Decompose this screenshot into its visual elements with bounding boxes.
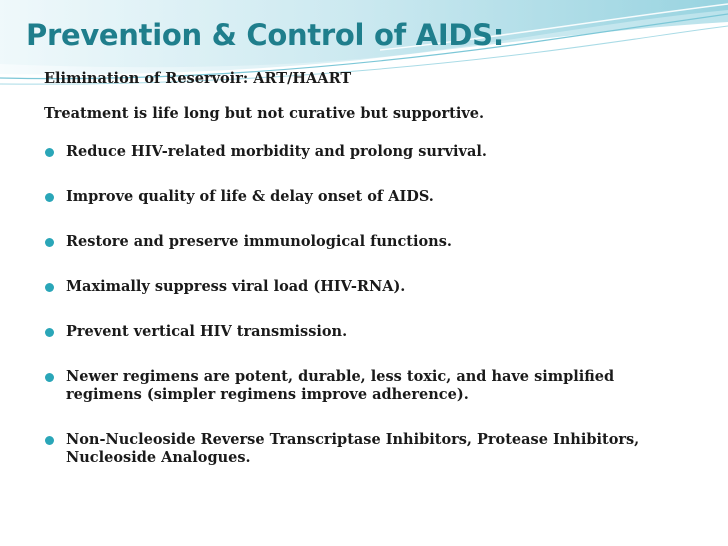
list-item xyxy=(44,323,684,341)
bullet-list xyxy=(44,143,684,494)
bullet-dot-icon xyxy=(45,436,54,445)
bullet-text: Non-Nucleoside Reverse Transcriptase Inhibitors, Protease Inhibitors, Nucleoside Analogues. xyxy=(66,431,640,466)
bullet-text: Newer regimens are potent, durable, less toxic, and have simplified regimens (simpler regimens improve adherence). xyxy=(66,368,615,403)
subheading-treatment: Treatment is life long but not curative but supportive. xyxy=(44,105,485,122)
subheading-elimination: Elimination of Reservoir: ART/HAART xyxy=(44,70,352,87)
list-item xyxy=(44,278,684,296)
bullet-dot-icon xyxy=(45,328,54,337)
list-item xyxy=(44,368,684,404)
list-item xyxy=(44,431,684,467)
bullet-dot-icon xyxy=(45,373,54,382)
bullet-dot-icon xyxy=(45,238,54,247)
bullet-text: Maximally suppress viral load (HIV-RNA). xyxy=(66,278,406,295)
bullet-text: Improve quality of life & delay onset of AIDS. xyxy=(66,188,434,205)
bullet-dot-icon xyxy=(45,193,54,202)
list-item xyxy=(44,233,684,251)
bullet-dot-icon xyxy=(45,283,54,292)
slide-title: Prevention & Control of AIDS: xyxy=(26,18,504,52)
bullet-text: Restore and preserve immunological functions. xyxy=(66,233,452,250)
list-item xyxy=(44,143,684,161)
bullet-text: Prevent vertical HIV transmission. xyxy=(66,323,348,340)
bullet-text: Reduce HIV-related morbidity and prolong survival. xyxy=(66,143,487,160)
list-item xyxy=(44,188,684,206)
bullet-dot-icon xyxy=(45,148,54,157)
